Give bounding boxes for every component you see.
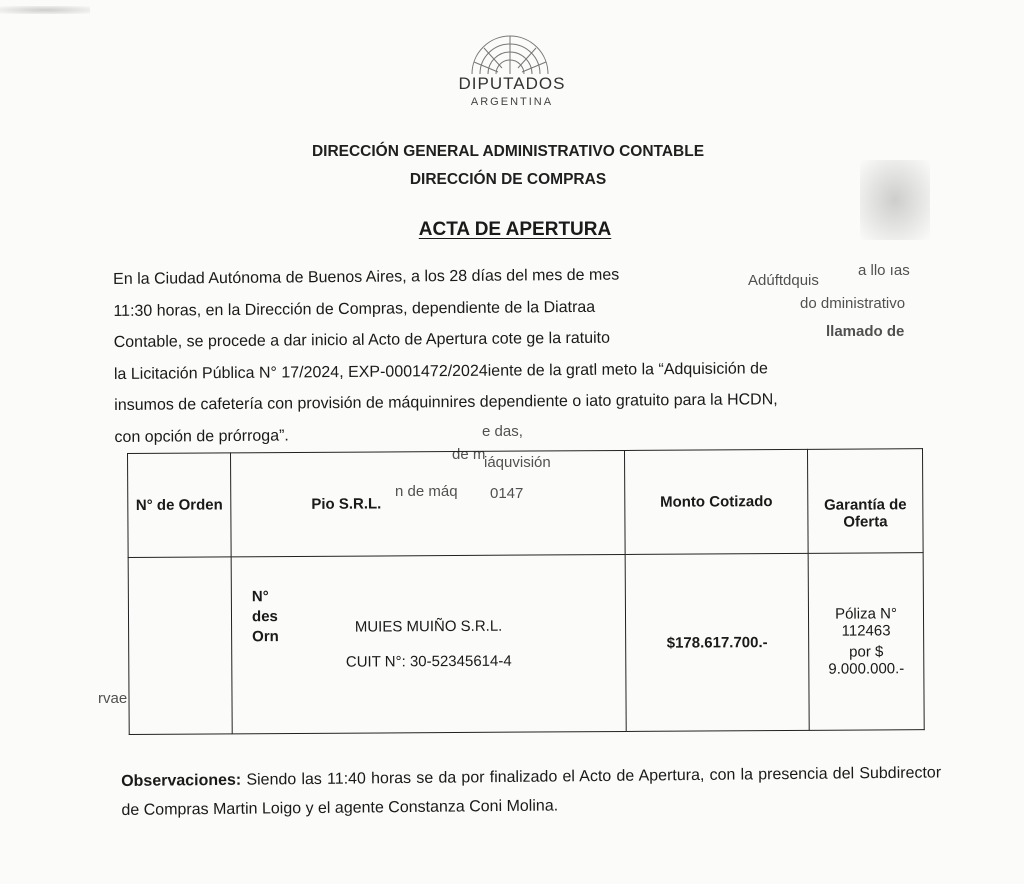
institution-name: DIPUTADOS	[458, 74, 566, 93]
scan-artifact: do dministrativo	[800, 295, 906, 312]
header-garantia: Garantía de Oferta	[807, 449, 923, 554]
cell-orden	[128, 557, 232, 735]
scan-artifact: de m	[452, 446, 486, 463]
body-line: En la Ciudad Autónoma de Buenos Aires, a los 28 días del mes de mes	[113, 266, 620, 288]
body-line: 11:30 horas, en la Dirección de Compras, dependiente de la Diatraa	[113, 298, 596, 320]
header-oferente: Pio S.R.L.	[231, 450, 626, 556]
cell-garantia	[808, 553, 924, 731]
scan-artifact: iáquvisión	[484, 454, 551, 471]
observations-label: Observaciones:	[121, 771, 242, 790]
offerer-name: MUIES MUIÑO S.R.L.	[354, 617, 503, 636]
orden-artifact: N° des Orn	[251, 588, 279, 646]
scan-smudge	[860, 160, 930, 240]
department-line-2: DIRECCIÓN DE COMPRAS	[409, 171, 607, 188]
scan-smudge	[0, 6, 90, 14]
scan-artifact: n de máq	[395, 483, 458, 500]
document-title: ACTA DE APERTURA	[418, 219, 612, 240]
scan-artifact: llamado de	[826, 323, 905, 340]
scan-artifact: 0147	[490, 485, 524, 502]
institution-country: ARGENTINA	[470, 96, 554, 108]
scan-artifact: e das,	[482, 423, 523, 440]
body-line: la Licitación Pública N° 17/2024, EXP-0001472/2024iente de la gratl meto la “Adquisición de	[113, 359, 768, 383]
body-line: insumos de cafetería con provisión de máquinnires dependiente o iato gratuito para la HCDN,	[114, 391, 778, 414]
observations-paragraph	[121, 758, 942, 825]
department-line-1: DIRECCIÓN GENERAL ADMINISTRATIVO CONTABLE	[311, 143, 705, 160]
header-monto: Monto Cotizado	[624, 449, 808, 554]
body-line: con opción de prórroga”.	[114, 426, 289, 446]
offerer-cuit: CUIT N°: 30-52345614-4	[345, 652, 512, 671]
cell-oferente	[231, 554, 626, 733]
offers-table	[127, 448, 925, 735]
cell-monto: $178.617.700.-	[625, 553, 809, 731]
table-header-row	[128, 449, 924, 558]
body-line: Contable, se procede a dar inicio al Acto de Apertura cote ge la ratuito	[113, 329, 611, 351]
header-orden: N° de Orden	[128, 453, 232, 558]
garantia-monto: por $ 9.000.000.-	[828, 643, 905, 678]
observations-text: Siendo las 11:40 horas se da por finalizado el Acto de Apertura, con la presencia del Subdirector de Compras Martin Loigo y el agente Constanza Coni Molina.	[121, 764, 942, 819]
scan-artifact: Adúftdquis	[748, 272, 819, 289]
scan-artifact: rvae	[98, 690, 128, 707]
table-row	[128, 553, 924, 735]
scan-artifact: a llo ıas	[858, 262, 910, 279]
garantia-poliza: Póliza N° 112463	[835, 605, 897, 640]
